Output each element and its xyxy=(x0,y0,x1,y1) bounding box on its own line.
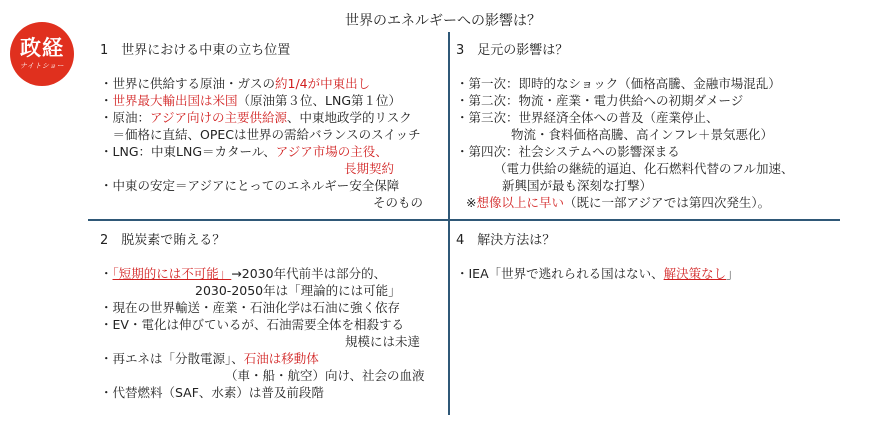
bullet-line: そのもの xyxy=(373,195,424,210)
page-title: 世界のエネルギーへの影響は？ xyxy=(345,13,541,29)
logo-sub-text: ナイトショー xyxy=(19,62,65,70)
section-decarbonization xyxy=(100,232,425,401)
section-heading: 4 解決方法は？ xyxy=(456,233,556,248)
bullet-line: ・第三次：世界経済全体への普及（産業停止、 xyxy=(456,110,719,125)
bullet-line: 物流・食料価格高騰、高インフレ＋景気悪化） xyxy=(511,127,774,142)
bullet-line: ・IEA「世界で逃れられる国はない、解決策なし」 xyxy=(456,266,739,281)
section-current-impact xyxy=(456,42,794,211)
bullet-line: 長期契約 xyxy=(344,161,395,176)
bullet-line: ・第一次：即時的なショック（価格高騰、金融市場混乱） xyxy=(456,76,781,91)
bullet-line: （電力供給の継続的逼迫、化石燃料代替のフル加速、 xyxy=(494,161,794,176)
bullet-line: ・再エネは「分散電源」、石油は移動体 xyxy=(100,351,319,366)
bullet-line: ・LNG：中東LNG＝カタール、アジア市場の主役、 xyxy=(100,144,388,159)
bullet-line: ・原油：アジア向けの主要供給源、中東地政学的リスク xyxy=(100,110,412,125)
section-heading: 1 世界における中東の立ち位置 xyxy=(100,43,291,58)
vertical-divider xyxy=(448,32,450,415)
section-middle-east-position xyxy=(100,42,423,211)
bullet-line: 規模には未達 xyxy=(345,334,421,349)
logo xyxy=(10,22,74,86)
bullet-line: ・現在の世界輸送・産業・石油化学は石油に強く依存 xyxy=(100,300,401,315)
bullet-line: ・中東の安定＝アジアにとってのエネルギー安全保障 xyxy=(100,178,400,193)
bullet-line: ・「短期的には不可能」→2030年代前半は部分的、 xyxy=(100,266,387,281)
bullet-line: ※想像以上に早い（既に一部アジアでは第四次発生）。 xyxy=(466,195,771,210)
section-heading: 3 足元の影響は？ xyxy=(456,43,569,58)
bullet-line: ・第四次：社会システムへの影響深まる xyxy=(456,144,680,159)
bullet-line: ・世界最大輸出国は米国（原油第３位、LNG第１位） xyxy=(100,93,402,108)
bullet-line: ＝価格に直結、OPECは世界の需給バランスのスイッチ xyxy=(100,127,421,142)
bullet-line: 新興国が最も深刻な打撃） xyxy=(502,178,653,193)
section-heading: 2 脱炭素で賄える？ xyxy=(100,233,226,248)
bullet-line: ・世界に供給する原油・ガスの約1/4が中東出し xyxy=(100,76,371,91)
bullet-line: ・代替燃料（SAF、水素）は普及前段階 xyxy=(100,385,324,400)
bullet-line: （車・船・航空）向け、社会の血液 xyxy=(225,368,425,383)
logo-main-text: 政経 xyxy=(20,36,64,60)
bullet-line: 2030-2050年は「理論的には可能」 xyxy=(195,283,401,298)
bullet-line: ・第二次：物流・産業・電力供給への初期ダメージ xyxy=(456,93,744,108)
horizontal-divider xyxy=(88,219,840,221)
bullet-line: ・EV・電化は伸びているが、石油需要全体を相殺する xyxy=(100,317,404,332)
section-solution xyxy=(456,232,739,282)
